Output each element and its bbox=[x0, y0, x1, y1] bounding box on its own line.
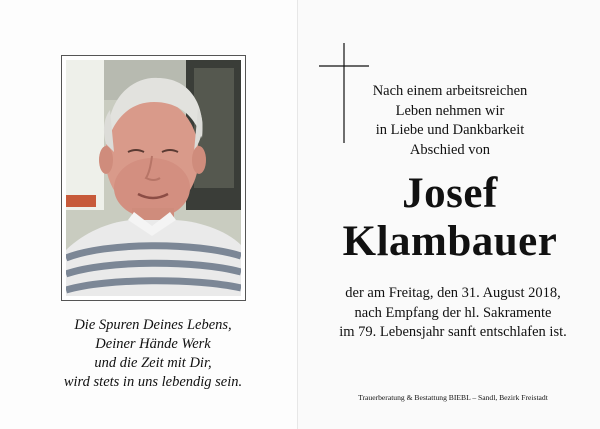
poem-line: Deiner Hände Werk bbox=[95, 336, 211, 352]
poem-line: Die Spuren Deines Lebens, bbox=[74, 317, 232, 333]
intro-line: Abschied von bbox=[409, 141, 491, 158]
left-page bbox=[0, 0, 298, 429]
last-name: Klambauer bbox=[342, 218, 558, 265]
memorial-poem bbox=[20, 316, 286, 392]
undertaker-credit: Trauerberatung & Bestattung BIEBL – Sandl, Bezirk Freistadt bbox=[358, 393, 548, 402]
death-notice bbox=[314, 284, 592, 343]
intro-text bbox=[352, 82, 548, 160]
portrait-photo bbox=[66, 60, 241, 296]
poem-line: wird stets in uns lebendig sein. bbox=[63, 374, 243, 390]
intro-line: Leben nehmen wir bbox=[395, 102, 505, 119]
death-notice-line: der am Freitag, den 31. August 2018, bbox=[345, 285, 561, 301]
portrait-frame bbox=[61, 55, 246, 301]
intro-line: in Liebe und Dankbarkeit bbox=[375, 122, 525, 138]
poem-line: und die Zeit mit Dir, bbox=[94, 355, 212, 371]
intro-line: Nach einem arbeitsreichen bbox=[372, 83, 528, 99]
portrait-illustration bbox=[66, 60, 241, 296]
death-notice-line: im 79. Lebensjahr sanft entschlafen ist. bbox=[339, 324, 567, 340]
first-name: Josef bbox=[402, 170, 498, 217]
deceased-name bbox=[320, 170, 580, 266]
death-notice-line: nach Empfang der hl. Sakramente bbox=[354, 304, 552, 321]
